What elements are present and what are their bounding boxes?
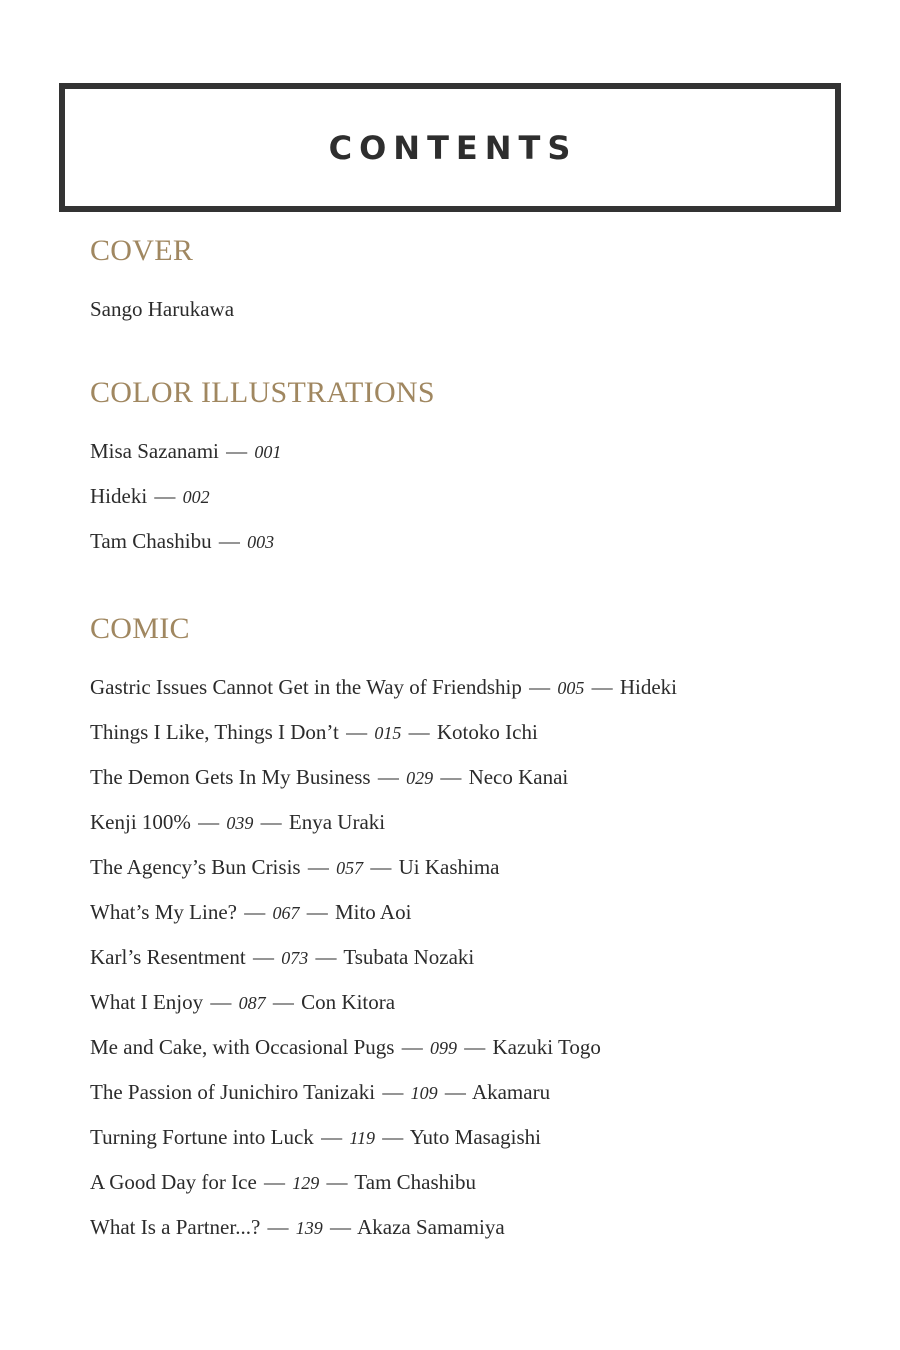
page-number: 029: [406, 768, 434, 788]
author-name: Tam Chashibu: [354, 1170, 477, 1194]
story-title: What’s My Line?: [90, 900, 237, 924]
page-number: 099: [429, 1038, 457, 1058]
page-number: 067: [272, 903, 300, 923]
story-title: A Good Day for Ice: [90, 1170, 257, 1194]
page-number: 119: [349, 1128, 375, 1148]
list-item: Misa Sazanami — 001: [90, 439, 282, 463]
list-item: Karl’s Resentment — 073 — Tsubata Nozaki: [90, 945, 475, 969]
page-number: 073: [281, 948, 309, 968]
story-title: The Passion of Junichiro Tanizaki: [90, 1080, 376, 1104]
story-title: What Is a Partner...?: [90, 1215, 261, 1239]
author-name: Kotoko Ichi: [436, 720, 538, 744]
comic-list: [90, 665, 850, 1250]
list-item: Tam Chashibu — 003: [90, 529, 275, 553]
page-number: 057: [336, 858, 364, 878]
color-illustrations-heading: COLOR ILLUSTRATIONS: [90, 376, 435, 409]
list-item: What’s My Line? — 067 — Mito Aoi: [90, 900, 412, 924]
story-title: Karl’s Resentment: [90, 945, 246, 969]
story-title: The Agency’s Bun Crisis: [90, 855, 301, 879]
cover-artist: Sango Harukawa: [90, 297, 235, 321]
story-title: Kenji 100%: [90, 810, 191, 834]
cover-heading: COVER: [90, 234, 194, 267]
list-item: Kenji 100% — 039 — Enya Uraki: [90, 810, 386, 834]
author-name: Akamaru: [471, 1080, 551, 1104]
list-item: Me and Cake, with Occasional Pugs — 099 — Kazuki Togo: [90, 1035, 601, 1059]
page-number: 003: [247, 532, 275, 552]
author-name: Kazuki Togo: [492, 1035, 601, 1059]
page-number: 087: [238, 993, 266, 1013]
author-name: Yuto Masagishi: [409, 1125, 541, 1149]
page-number: 139: [295, 1218, 323, 1238]
list-item: A Good Day for Ice — 129 — Tam Chashibu: [90, 1170, 477, 1194]
page-number: 001: [254, 442, 282, 462]
list-item: What Is a Partner...? — 139 — Akaza Samamiya: [90, 1215, 505, 1239]
story-title: What I Enjoy: [90, 990, 204, 1014]
story-title: Turning Fortune into Luck: [90, 1125, 314, 1149]
author-name: Hideki: [619, 675, 678, 699]
story-title: Gastric Issues Cannot Get in the Way of Friendship: [90, 675, 522, 699]
list-item: Things I Like, Things I Don’t — 015 — Kotoko Ichi: [90, 720, 538, 744]
page-number: 002: [182, 487, 210, 507]
story-title: The Demon Gets In My Business: [90, 765, 371, 789]
author-name: Neco Kanai: [468, 765, 569, 789]
page-number: 005: [557, 678, 585, 698]
list-item: The Agency’s Bun Crisis — 057 — Ui Kashima: [90, 855, 500, 879]
author-name: Enya Uraki: [288, 810, 386, 834]
story-title: Me and Cake, with Occasional Pugs: [90, 1035, 395, 1059]
contents-title-box: [59, 83, 841, 212]
comic-section: [90, 611, 850, 1250]
author-name: Con Kitora: [301, 990, 396, 1014]
author-name: Akaza Samamiya: [357, 1215, 505, 1239]
list-item: Hideki — 002: [90, 484, 210, 508]
page-title: CONTENTS: [328, 128, 578, 167]
list-item: What I Enjoy — 087 — Con Kitora: [90, 990, 396, 1014]
illustrator-name: Hideki: [90, 484, 148, 508]
author-name: Tsubata Nozaki: [343, 945, 475, 969]
page-number: 039: [226, 813, 254, 833]
comic-heading: COMIC: [90, 612, 190, 645]
page-number: 109: [410, 1083, 438, 1103]
page-number: 015: [374, 723, 402, 743]
list-item: The Passion of Junichiro Tanizaki — 109 — Akamaru: [90, 1080, 551, 1104]
page-number: 129: [292, 1173, 320, 1193]
illustrator-name: Tam Chashibu: [90, 529, 212, 553]
list-item: The Demon Gets In My Business — 029 — Neco Kanai: [90, 765, 569, 789]
story-title: Things I Like, Things I Don’t: [90, 720, 339, 744]
author-name: Ui Kashima: [398, 855, 500, 879]
cover-section: [90, 233, 850, 332]
list-item: Gastric Issues Cannot Get in the Way of Friendship — 005 — Hideki: [90, 675, 678, 699]
color-illustrations-section: [90, 375, 850, 564]
author-name: Mito Aoi: [334, 900, 412, 924]
illustrator-name: Misa Sazanami: [90, 439, 219, 463]
list-item: Turning Fortune into Luck — 119 — Yuto Masagishi: [90, 1125, 541, 1149]
